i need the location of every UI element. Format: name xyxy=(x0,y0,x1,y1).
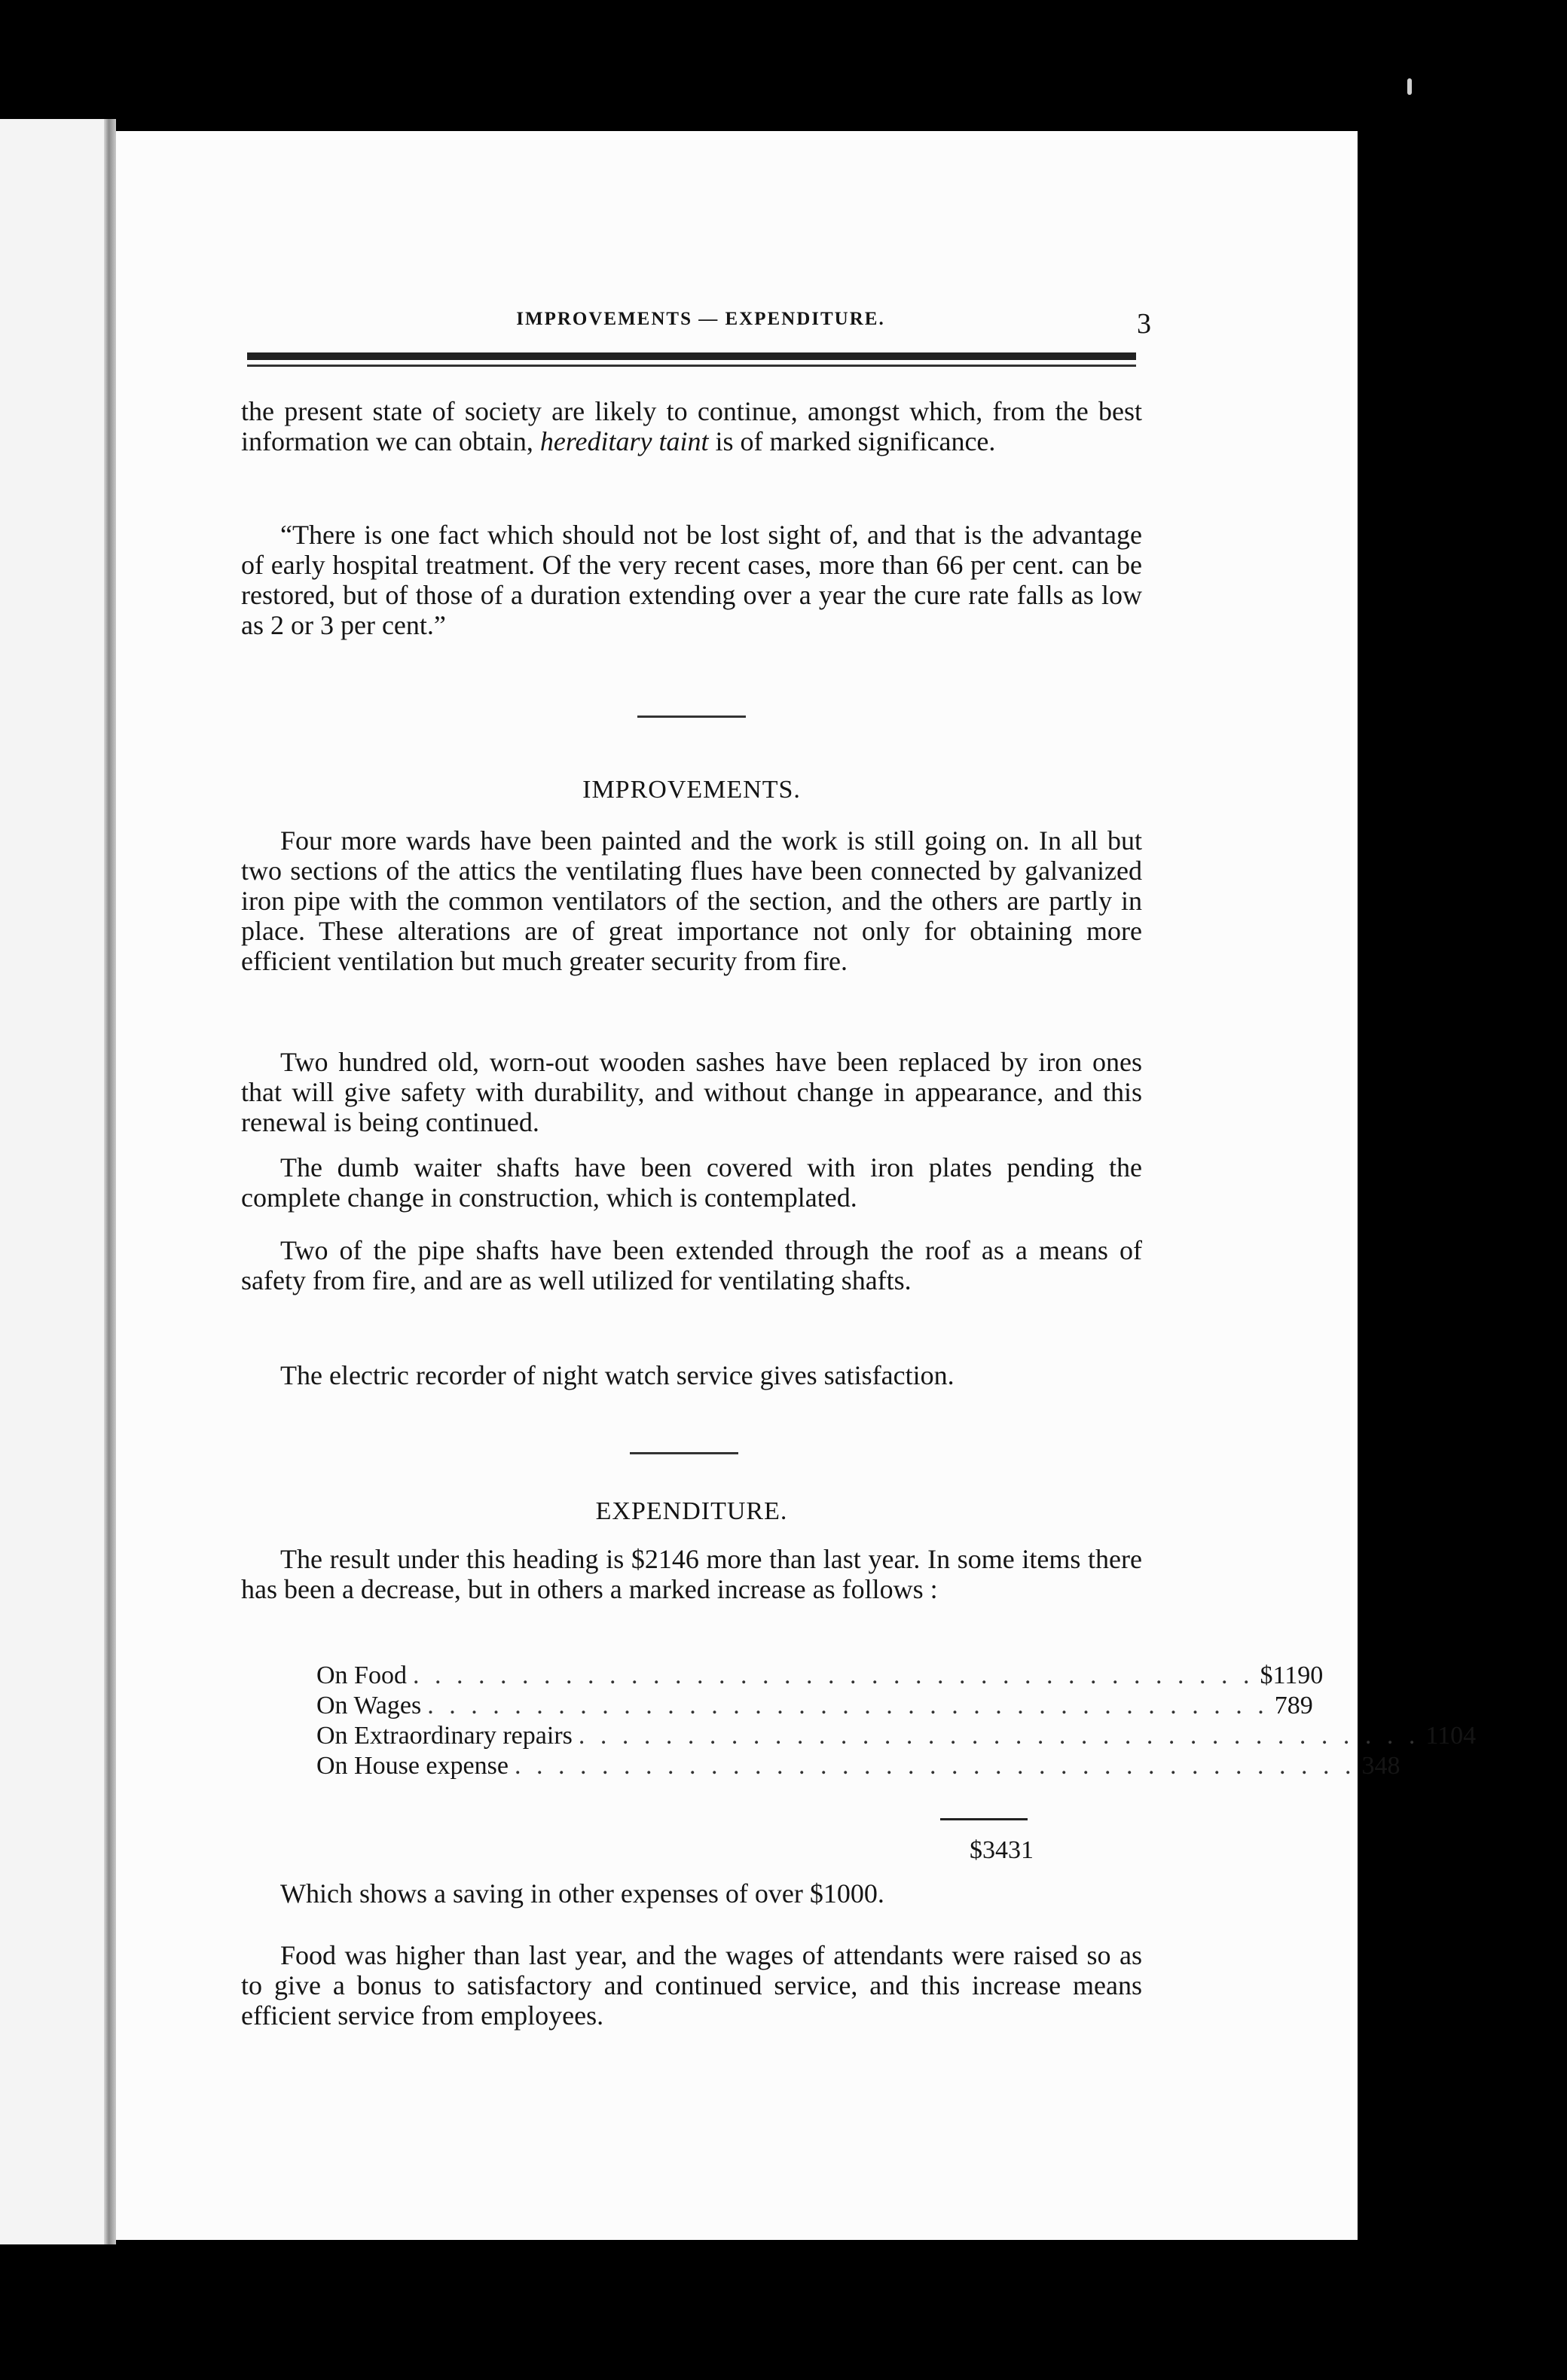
item-label: On Extraordinary repairs xyxy=(316,1722,573,1750)
expenditure-paragraph-1: The result under this heading is $2146 more than last year. In some items there has been a decrease, but in others a marked increase as follows : xyxy=(241,1544,1142,1604)
header-rule-thick xyxy=(247,352,1136,360)
item-amount: 789 xyxy=(1274,1692,1313,1719)
leader-dots: . . . . . . . . . . . . . . . . . . . . . . . . . . . . . . . . . . . . . . . xyxy=(578,1722,1420,1750)
leader-dots: . . . . . . . . . . . . . . . . . . . . . . . . . . . . . . . . . . . . . . . xyxy=(514,1752,1356,1780)
improvements-paragraph-1: Four more wards have been painted and the work is still going on. In all but two sections of the attics the ventilating flues have been connected by galvanized iron pipe with the common ventilators of the section, and the others are partly in place. These alterations are of great importance not only for obtaining more efficient ventilation but much greater security from fire. xyxy=(241,825,1142,976)
section-divider xyxy=(630,1452,738,1454)
list-item xyxy=(316,1692,1313,1722)
italic-phrase: hereditary taint xyxy=(539,426,709,456)
improvements-paragraph-4: Two of the pipe shafts have been extended through the roof as a means of safety from fire, and are as well utilized for ventilating shafts. xyxy=(241,1235,1142,1295)
scan-mark xyxy=(1407,78,1412,95)
section-divider xyxy=(637,716,746,718)
quote-paragraph: “There is one fact which should not be lost sight of, and that is the advantage of early hospital treatment. Of the very recent cases, more than 66 per cent. can be restored, but of those of a duration extending over a year the cure rate falls as low as 2 or 3 per cent.” xyxy=(241,520,1142,640)
expenditure-heading: EXPENDITURE. xyxy=(595,1497,788,1525)
improvements-paragraph-3: The dumb waiter shafts have been covered with iron plates pending the complete change in construction, which is contemplated. xyxy=(241,1152,1142,1213)
paragraph-text-end: is of marked significance. xyxy=(708,426,996,456)
expenditure-items xyxy=(316,1661,1477,1782)
expenditure-total: $3431 xyxy=(970,1836,1034,1864)
facing-page-edge xyxy=(0,119,115,2244)
item-label: On Wages xyxy=(316,1692,422,1719)
improvements-paragraph-5: The electric recorder of night watch service gives satisfaction. xyxy=(280,1360,955,1390)
header-rule-thin xyxy=(247,365,1136,367)
item-amount: 348 xyxy=(1361,1752,1401,1780)
improvements-heading: IMPROVEMENTS. xyxy=(582,776,801,804)
improvements-paragraph-2: Two hundred old, worn-out wooden sashes have been replaced by iron ones that will give safety with durability, and without change in appearance, and this renewal is being continued. xyxy=(241,1047,1142,1137)
leader-dots: . . . . . . . . . . . . . . . . . . . . . . . . . . . . . . . . . . . . . . . xyxy=(427,1692,1269,1719)
expenditure-paragraph-2: Which shows a saving in other expenses of over $1000. xyxy=(280,1878,884,1909)
binding-shadow xyxy=(104,119,116,2244)
total-rule xyxy=(940,1818,1028,1820)
list-item xyxy=(316,1661,1324,1692)
list-item xyxy=(316,1722,1477,1752)
item-label: On House expense xyxy=(316,1752,509,1780)
page-number: 3 xyxy=(1137,308,1151,340)
list-item xyxy=(316,1752,1401,1782)
leader-dots: . . . . . . . . . . . . . . . . . . . . . . . . . . . . . . . . . . . . . . . xyxy=(412,1661,1254,1689)
item-label: On Food xyxy=(316,1661,407,1689)
continued-paragraph xyxy=(241,396,1142,456)
running-head: IMPROVEMENTS — EXPENDITURE. xyxy=(516,309,885,329)
paragraph-text-start: the present state of society are likely to continue, amongst which, from the best information we can obtain, xyxy=(241,396,1142,456)
item-amount: 1104 xyxy=(1425,1722,1477,1750)
item-amount: $1190 xyxy=(1260,1661,1324,1689)
expenditure-paragraph-3: Food was higher than last year, and the wages of attendants were raised so as to give a bonus to satisfactory and continued service, and this increase means efficient service from employees. xyxy=(241,1940,1142,2031)
